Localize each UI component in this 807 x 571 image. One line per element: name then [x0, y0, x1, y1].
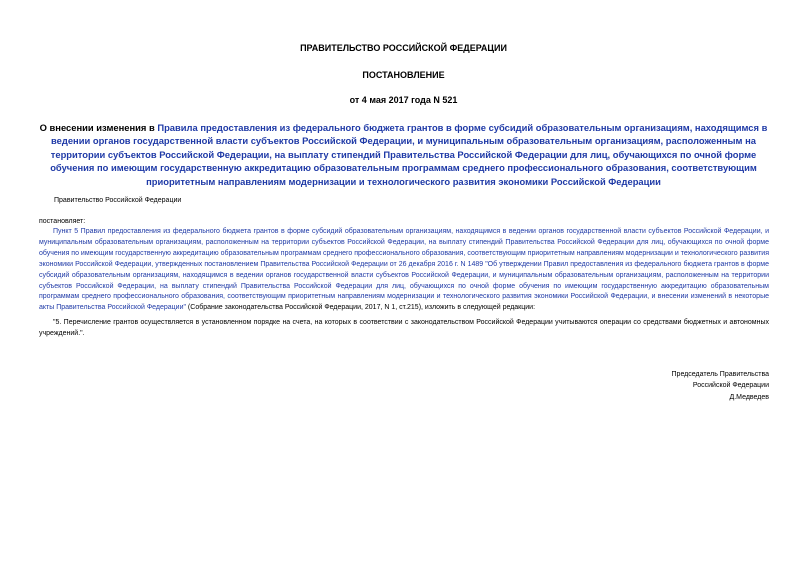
new-wording-paragraph: "5. Перечисление грантов осуществляется в установленном порядке на счета, на которых в соответствии с законодательством Российской Федерации учитываются операции со средствами бюджетных и автономных учреждений.".	[39, 319, 769, 337]
document-date-number: от 4 мая 2017 года N 521	[349, 95, 458, 105]
issuer-text: Правительство Российской Федерации	[54, 197, 182, 204]
decree-text: постановляет:	[39, 218, 86, 225]
document-title	[36, 121, 771, 188]
amendment-paragraph	[39, 227, 769, 314]
document-type: ПОСТАНОВЛЕНИЕ	[362, 70, 445, 80]
title-rules-link[interactable]: Правила предоставления из федерального бюджета грантов в форме субсидий образовательным организациям, находящимся в ведении органов государственной власти субъектов Российской Федерации, и муниципальным образовательным организациям, расположенным на территории субъектов Российской Федерации, на выплату стипендий Правительства Российской Федерации для лиц, обучающихся по очной форме обучения по имеющим государственную аккредитацию образовательным программам среднего профессионального образования, соответствующим приоритетным направлениям модернизации и технологического развития экономики Российской Федерации	[50, 122, 768, 187]
title-prefix: О внесении изменения в	[39, 122, 158, 133]
signature-name: Д.Медведев	[729, 393, 769, 401]
government-heading: ПРАВИТЕЛЬСТВО РОССИЙСКОЙ ФЕДЕРАЦИИ	[300, 43, 507, 53]
amendment-paragraph-tail: (Собрание законодательства Российской Федерации, 2017, N 1, ст.215), изложить в следующей редакции:	[185, 304, 536, 312]
signature-block	[672, 369, 769, 403]
signature-organization: Российской Федерации	[692, 382, 769, 390]
signature-position: Председатель Правительства	[671, 371, 769, 378]
amendment-paragraph-link[interactable]: Пункт 5 Правил предоставления из федерального бюджета грантов в форме субсидий образовательным организациям, находящимся в ведении органов государственной власти субъектов Российской Федерации, и муниципальным образовательным организациям, расположенным на территории субъектов Российской Федерации, на выплату стипендий Правительства Российской Федерации для лиц, обучающихся по очной форме обучения по имеющим государственную аккредитацию образовательным программам среднего профессионального образования, соответствующим приоритетным направлениям модернизации и технологического развития экономики Российской Федерации, утвержденных постановлением Правительства Российской Федерации от 26 декабря 2016 г. N 1489 "Об утверждении Правил предоставления из федерального бюджета грантов в форме субсидий образовательным организациям, находящимся в ведении органов государственной власти субъектов Российской Федерации, и муниципальным образовательным организациям, расположенным на территории субъектов Российской Федерации, на выплату стипендий Правительства Российской Федерации для лиц, обучающихся по очной форме обучения по имеющим государственную аккредитацию образовательным программам среднего профессионального образования, соответствующим приоритетным направлениям модернизации и технологического развития экономики Российской Федерации, и внесении изменений в некоторые акты Правительства Российской Федерации"	[39, 228, 769, 312]
